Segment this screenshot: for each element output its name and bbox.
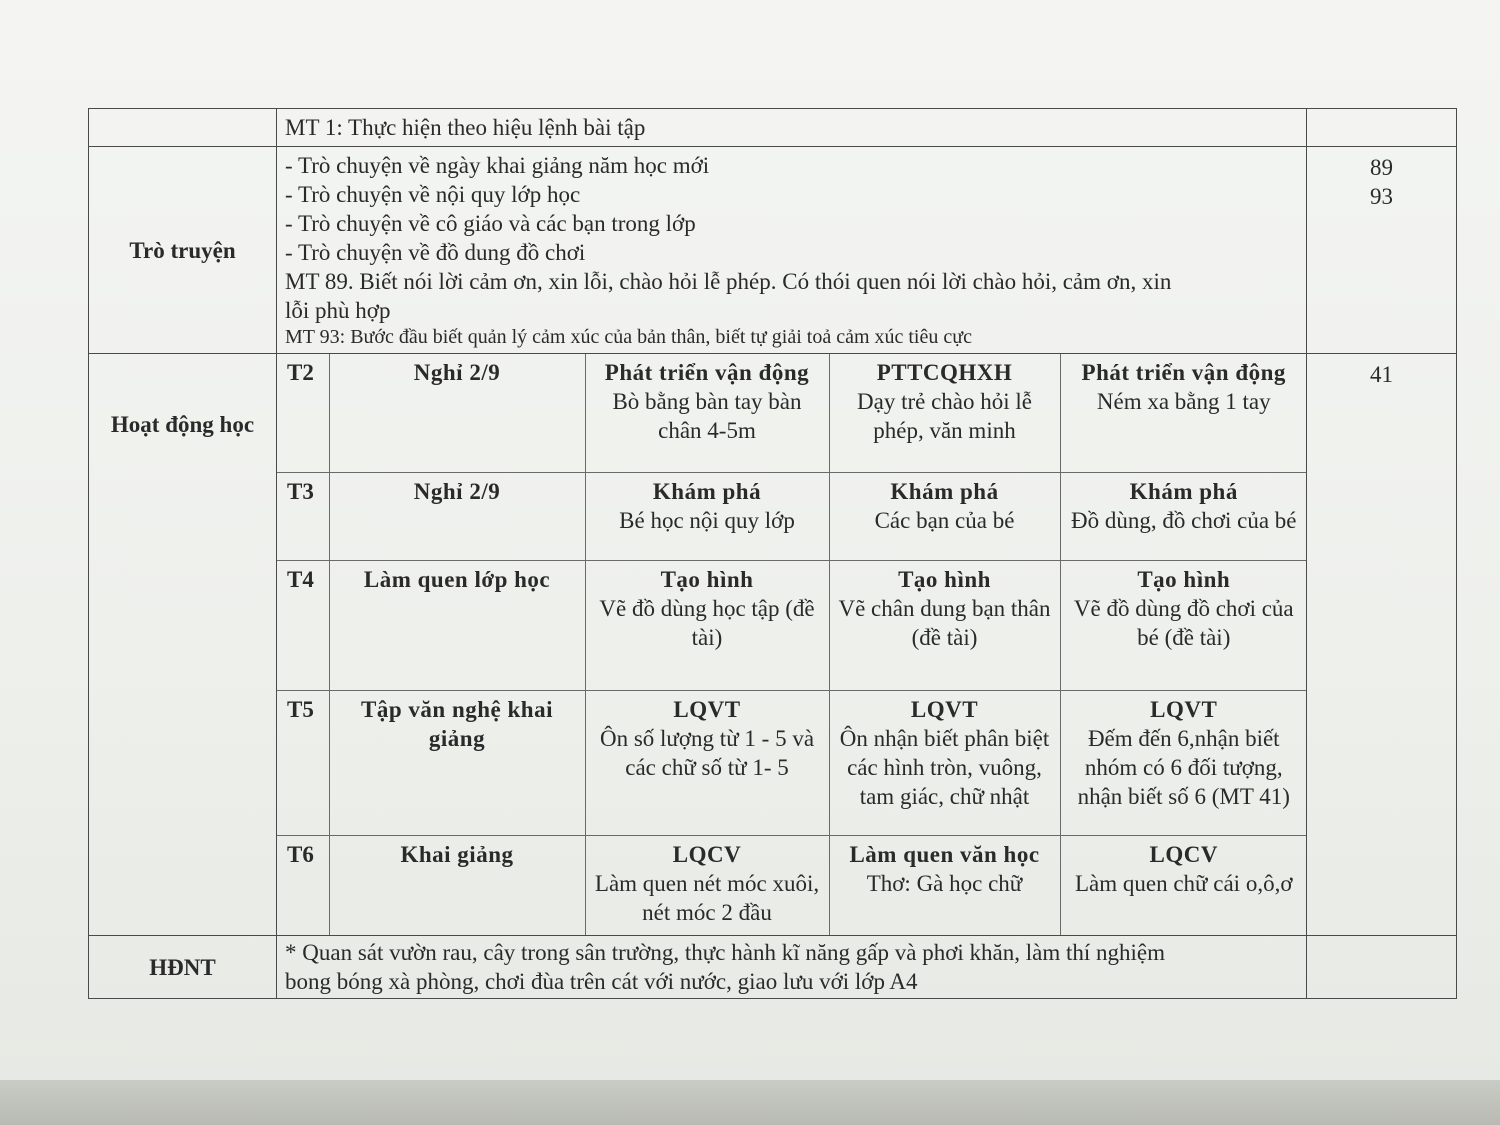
- activity-desc: Đếm đến 6,nhận biết nhóm có 6 đối tượng, nhận biết số 6 (MT 41): [1077, 725, 1290, 809]
- activity-cell: [585, 835, 829, 935]
- activity-cell: [829, 560, 1060, 690]
- activity-cell: [1060, 472, 1307, 560]
- activity-desc: Các bạn của bé: [874, 507, 1015, 533]
- hdnt-content: [277, 936, 1307, 999]
- schedule-row-t4: [277, 560, 1307, 690]
- tro-truyen-line: - Trò chuyện về cô giáo và các bạn trong lớp: [285, 211, 696, 236]
- schedule-row-t5: [277, 690, 1307, 835]
- activity-cell: [329, 690, 585, 835]
- activity-title: Khám phá: [652, 478, 762, 504]
- activity-cell: [1060, 835, 1307, 935]
- mt-number: 41: [1370, 362, 1393, 387]
- activity-title: Tập văn nghệ khai giảng: [361, 696, 553, 751]
- activity-cell: [829, 835, 1060, 935]
- tro-truyen-line: - Trò chuyện về nội quy lớp học: [285, 182, 581, 207]
- activity-cell: [329, 472, 585, 560]
- activity-title: LQCV: [1149, 841, 1218, 867]
- tro-truyen-line: - Trò chuyện về đồ dung đồ chơi: [285, 240, 586, 265]
- hdnt-line: bong bóng xà phòng, chơi đùa trên cát với nước, giao lưu với lớp A4: [285, 969, 918, 994]
- activity-title: Khai giảng: [400, 841, 514, 867]
- activity-title: LQVT: [673, 696, 741, 722]
- hdnt-label: HĐNT: [89, 936, 277, 999]
- hoat-dong-hoc-label: Hoạt động học: [89, 354, 277, 936]
- mt1-text: MT 1: Thực hiện theo hiệu lệnh bài tập: [285, 115, 646, 140]
- tro-truyen-mt-cell: [1307, 147, 1457, 354]
- hoat-dong-hoc-row: [89, 354, 1457, 936]
- activity-desc: Làm quen nét móc xuôi, nét móc 2 đầu: [594, 870, 820, 925]
- schedule-row-t6: [277, 835, 1307, 935]
- activity-title: Phát triển vận động: [604, 360, 810, 385]
- activity-desc: Thơ: Gà học chữ: [866, 870, 1023, 896]
- activity-cell: [1060, 560, 1307, 690]
- mt89-line: MT 89. Biết nói lời cảm ơn, xin lỗi, chào hỏi lễ phép. Có thói quen nói lời chào hỏi, cảm ơn, xin: [285, 269, 1172, 294]
- activity-cell: [585, 472, 829, 560]
- activity-cell: [585, 690, 829, 835]
- activity-title: Làm quen văn học: [849, 841, 1040, 867]
- activity-title: LQVT: [910, 696, 979, 722]
- mt89-line-cont: lỗi phù hợp: [285, 298, 391, 323]
- activity-cell: [829, 690, 1060, 835]
- activity-desc: Vẽ đồ dùng đồ chơi của bé (đề tài): [1073, 595, 1294, 650]
- mt93-line: MT 93: Bước đầu biết quản lý cảm xúc của bản thân, biết tự giải toả cảm xúc tiêu cực: [285, 326, 972, 348]
- hdnt-mt-cell: [1307, 936, 1457, 999]
- activity-desc: Bé học nội quy lớp: [619, 507, 795, 533]
- activity-cell: [585, 354, 829, 472]
- weekly-plan-table: [88, 108, 1457, 999]
- activity-cell: [585, 560, 829, 690]
- activity-desc: Bò bằng bàn tay bàn chân 4-5m: [612, 389, 802, 443]
- mt1-label-cell: [89, 109, 277, 147]
- hdnt-line: * Quan sát vườn rau, cây trong sân trường, thực hành kĩ năng gấp và phơi khăn, làm thí nghiệm: [285, 940, 1165, 965]
- activity-desc: Ôn nhận biết phân biệt các hình tròn, vuông, tam giác, chữ nhật: [839, 725, 1050, 809]
- activity-desc: Làm quen chữ cái o,ô,ơ: [1074, 870, 1293, 896]
- activity-title: Nghỉ 2/9: [413, 360, 501, 385]
- desk-surface: [0, 1080, 1500, 1125]
- hoat-dong-hoc-mt-cell: [1307, 354, 1457, 936]
- hdnt-row: [89, 936, 1457, 999]
- activity-cell: [329, 560, 585, 690]
- activity-title: Phát triển vận động: [1081, 360, 1286, 385]
- schedule-container: [277, 354, 1307, 936]
- mt1-content-cell: [277, 109, 1307, 147]
- activity-cell: [1060, 690, 1307, 835]
- activity-title: Khám phá: [1129, 478, 1238, 504]
- activity-desc: Vẽ chân dung bạn thân (đề tài): [838, 595, 1051, 650]
- day-label: T2: [277, 354, 329, 472]
- schedule-row-t3: [277, 472, 1307, 560]
- activity-desc: Ôn số lượng từ 1 - 5 và các chữ số từ 1- 5: [599, 725, 815, 780]
- activity-title: Khám phá: [890, 478, 999, 504]
- activity-cell: [829, 354, 1060, 472]
- activity-desc: Ném xa bằng 1 tay: [1096, 389, 1271, 414]
- mt1-number-cell: [1307, 109, 1457, 147]
- schedule-grid: [277, 354, 1307, 935]
- day-label: T6: [277, 835, 329, 935]
- mt-number: 93: [1370, 184, 1393, 209]
- activity-title: Tạo hình: [1137, 566, 1231, 592]
- tro-truyen-content: [277, 147, 1307, 354]
- day-label: T4: [277, 560, 329, 690]
- activity-title: Tạo hình: [660, 566, 754, 592]
- activity-title: LQCV: [672, 841, 742, 867]
- schedule-row-t2: [277, 354, 1307, 472]
- activity-cell: [829, 472, 1060, 560]
- tro-truyen-row: [89, 147, 1457, 354]
- activity-desc: Đồ dùng, đồ chơi của bé: [1071, 507, 1297, 533]
- activity-desc: Dạy trẻ chào hỏi lễ phép, văn minh: [857, 389, 1032, 443]
- tro-truyen-label: Trò truyện: [89, 147, 277, 354]
- mt-number: 89: [1370, 155, 1393, 180]
- day-label: T3: [277, 472, 329, 560]
- activity-desc: Vẽ đồ dùng học tập (đề tài): [599, 595, 815, 650]
- activity-title: Nghỉ 2/9: [413, 478, 501, 504]
- activity-cell: [329, 835, 585, 935]
- activity-title: Làm quen lớp học: [363, 566, 551, 592]
- activity-cell: [329, 354, 585, 472]
- tro-truyen-line: - Trò chuyện về ngày khai giảng năm học mới: [285, 153, 710, 178]
- activity-title: PTTCQHXH: [876, 360, 1013, 385]
- activity-title: LQVT: [1150, 696, 1218, 722]
- activity-title: Tạo hình: [898, 566, 991, 592]
- mt1-row: [89, 109, 1457, 147]
- day-label: T5: [277, 690, 329, 835]
- activity-cell: [1060, 354, 1307, 472]
